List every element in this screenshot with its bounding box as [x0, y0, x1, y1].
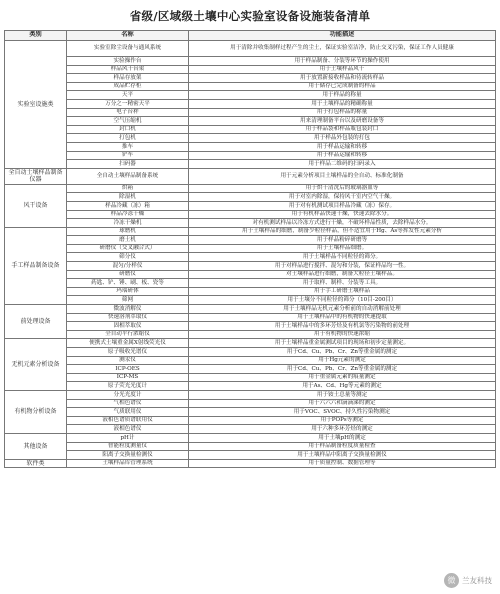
table-row — [5, 193, 496, 202]
function-desc-cell: 用于土壤样品细磨。 — [189, 244, 496, 253]
equipment-name-cell: 固相萃取仪 — [67, 322, 189, 331]
table-row — [5, 408, 496, 417]
function-desc-cell: 用于元素分析项目土壤样品的全自动、标准化制备 — [189, 168, 496, 184]
table-row — [5, 184, 496, 193]
table-row — [5, 382, 496, 391]
equipment-name-cell: 电子台秤 — [67, 108, 189, 117]
function-desc-cell: 用于样品制备、分装等环节的操作使用 — [189, 57, 496, 66]
function-desc-cell: 用于样品制备粒度质量检查 — [189, 442, 496, 451]
table-row — [5, 201, 496, 210]
function-desc-cell: 用于土壤样品的细磨，制备少粒径样品，但不适宜用于Hg、As等挥发性元素分析 — [189, 227, 496, 236]
equipment-name-cell: 实验操作台 — [67, 57, 189, 66]
equipment-name-cell: 冷冻干燥机 — [67, 219, 189, 228]
function-desc-cell: 用于有机样品快速干燥，快速去除水分。 — [189, 210, 496, 219]
equipment-name-cell: 样品风干台架 — [67, 65, 189, 74]
function-desc-cell: 用于打包样品的称量 — [189, 108, 496, 117]
table-row — [5, 416, 496, 425]
function-desc-cell: 用于放置新接收样品和待流转样品 — [189, 74, 496, 83]
table-row — [5, 348, 496, 357]
table-row — [5, 244, 496, 253]
function-desc-cell: 用于土壤样品重金属测试项目的现场和初步定量测定。 — [189, 339, 496, 348]
watermark-text: 兰友科技 — [462, 576, 492, 585]
function-desc-cell: 用于POPs等测定 — [189, 416, 496, 425]
table-row — [5, 57, 496, 66]
table-row — [5, 296, 496, 305]
equipment-name-cell: 玛瑙研体 — [67, 287, 189, 296]
equipment-name-cell: 阳离子交换量检测仪 — [67, 451, 189, 460]
equipment-name-cell: 万分之一精密天平 — [67, 99, 189, 108]
table-row — [5, 279, 496, 288]
table-row — [5, 74, 496, 83]
category-cell: 风干设备 — [5, 184, 67, 227]
equipment-name-cell: 研磨仪（交叉融合式） — [67, 244, 189, 253]
function-desc-cell: 用于土壤样品不同粒径的筛分。 — [189, 253, 496, 262]
function-desc-cell: 用于对有机测试项目样品冷藏（冻）保存。 — [189, 201, 496, 210]
equipment-name-cell: 除湿机 — [67, 193, 189, 202]
table-row — [5, 134, 496, 143]
function-desc-cell: 用于有机物的快速浓缩 — [189, 330, 496, 339]
equipment-name-cell: 封口机 — [67, 125, 189, 134]
table-row — [5, 356, 496, 365]
table-header-row — [5, 31, 496, 41]
function-desc-cell: 用于清除并收集制样过程产生的尘土，保证实验室洁净，防止交叉污染，保证工作人员健康 — [189, 41, 496, 57]
category-cell: 实验室设施类 — [5, 41, 67, 169]
table-row — [5, 219, 496, 228]
equipment-name-cell: 液相色谱质谱联用仪 — [67, 416, 189, 425]
table-row — [5, 322, 496, 331]
watermark — [444, 573, 492, 588]
category-cell: 前处理设备 — [5, 305, 67, 339]
function-desc-cell: 用于As、Cd、Hg等元素的测定 — [189, 382, 496, 391]
equipment-name-cell: 分光光度计 — [67, 390, 189, 399]
table-row — [5, 365, 496, 374]
table-row — [5, 160, 496, 169]
equipment-name-cell: 药匙、铲、锤、刷、板、瓷等 — [67, 279, 189, 288]
function-desc-cell: 对土壤样品进行细磨，制备大粒径土壤样品。 — [189, 270, 496, 279]
table-row — [5, 151, 496, 160]
function-desc-cell: 用于Cd、Cu、Pb、Cr、Zn等重金属的测定 — [189, 348, 496, 357]
equipment-name-cell: 原子吸收光谱仪 — [67, 348, 189, 357]
table-row — [5, 451, 496, 460]
function-desc-cell: 用于质量控制、数据管理等 — [189, 459, 496, 468]
table-row — [5, 390, 496, 399]
equipment-name-cell: 原子荧光光度计 — [67, 382, 189, 391]
function-desc-cell: 用于样品袋和样品瓶包装封口 — [189, 125, 496, 134]
function-desc-cell: 用于对样品进行搅拌、混匀和分装，保证样品均一性。 — [189, 262, 496, 271]
table-row — [5, 330, 496, 339]
equipment-name-cell: 铲车 — [67, 151, 189, 160]
function-desc-cell: 用于手工研磨土壤样品 — [189, 287, 496, 296]
equipment-name-cell: 推车 — [67, 142, 189, 151]
function-desc-cell: 用于重金属元素的痕量测定 — [189, 373, 496, 382]
category-cell: 其他设备 — [5, 433, 67, 459]
equipment-name-cell: 快速溶剂萃取仪 — [67, 313, 189, 322]
equipment-name-cell: 便携式土壤重金属X射线荧光仪 — [67, 339, 189, 348]
table-row — [5, 339, 496, 348]
equipment-table — [4, 30, 496, 468]
header-category: 类别 — [5, 31, 67, 41]
table-row — [5, 108, 496, 117]
table-row — [5, 433, 496, 442]
equipment-name-cell: 测汞仪 — [67, 356, 189, 365]
equipment-name-cell: 样品冷藏（冻）箱 — [67, 201, 189, 210]
function-desc-cell: 用于VOC、SVOC、持久性污染物测定 — [189, 408, 496, 417]
equipment-name-cell: ICP-MS — [67, 373, 189, 382]
table-row — [5, 125, 496, 134]
table-row — [5, 117, 496, 126]
table-row — [5, 236, 496, 245]
category-cell: 手工样品制备设备 — [5, 227, 67, 304]
table-row — [5, 99, 496, 108]
table-row — [5, 142, 496, 151]
equipment-name-cell: 球磨机 — [67, 227, 189, 236]
equipment-name-cell: 空气压缩机 — [67, 117, 189, 126]
equipment-name-cell: 微波消解仪 — [67, 305, 189, 314]
equipment-name-cell: 研磨仪 — [67, 270, 189, 279]
function-desc-cell: 用于铵土总量等测定 — [189, 390, 496, 399]
equipment-name-cell: 气质联用仪 — [67, 408, 189, 417]
equipment-name-cell: 烘箱 — [67, 184, 189, 193]
function-desc-cell: 用于样品的称量 — [189, 91, 496, 100]
table-row — [5, 287, 496, 296]
equipment-name-cell: 土壤样品库管理系统 — [67, 459, 189, 468]
table-row — [5, 459, 496, 468]
function-desc-cell: 用于土壤分不同粒径的筛分（10目-200目） — [189, 296, 496, 305]
function-desc-cell: 用于储存已完成制备的样品 — [189, 82, 496, 91]
equipment-name-cell: 液相色谱仪 — [67, 425, 189, 434]
function-desc-cell: 用于对室内除湿，保持风干室内空气干燥。 — [189, 193, 496, 202]
header-desc: 功能描述 — [189, 31, 496, 41]
equipment-name-cell: 样品冷冻干燥 — [67, 210, 189, 219]
wechat-icon: 微 — [444, 573, 459, 588]
equipment-name-cell: ICP-OES — [67, 365, 189, 374]
function-desc-cell: 用于土壤样品风干 — [189, 65, 496, 74]
function-desc-cell: 用于土壤样品的精确称量 — [189, 99, 496, 108]
table-row — [5, 442, 496, 451]
function-desc-cell: 对有机测试样品以冷冻方式进行干燥，不破坏样品性质，去除样品水分。 — [189, 219, 496, 228]
equipment-name-cell: 打包机 — [67, 134, 189, 143]
equipment-name-cell: 智能粒度测量仪 — [67, 442, 189, 451]
function-desc-cell: 用于六六六和滴滴涕的测定 — [189, 399, 496, 408]
function-desc-cell: 用于六种多环芳烃的测定 — [189, 425, 496, 434]
table-row — [5, 270, 496, 279]
function-desc-cell: 用于土壤样品中的有机物的快速提取 — [189, 313, 496, 322]
table-body — [5, 41, 496, 468]
equipment-name-cell: 全自动平行浓缩仪 — [67, 330, 189, 339]
equipment-name-cell: 混匀/分样仪 — [67, 262, 189, 271]
category-cell: 全自动土壤样品制备仪器 — [5, 168, 67, 184]
table-row — [5, 82, 496, 91]
function-desc-cell: 用于土壤样品无机元素分析前的自动消解前处理 — [189, 305, 496, 314]
table-row — [5, 305, 496, 314]
equipment-name-cell: 天平 — [67, 91, 189, 100]
table-row — [5, 41, 496, 57]
table-row — [5, 65, 496, 74]
table-row — [5, 253, 496, 262]
table-row — [5, 168, 496, 184]
table-row — [5, 210, 496, 219]
equipment-name-cell: 样品存放架 — [67, 74, 189, 83]
equipment-name-cell: 筛网 — [67, 296, 189, 305]
function-desc-cell: 用于土壤pH的测定 — [189, 433, 496, 442]
table-row — [5, 313, 496, 322]
function-desc-cell: 用于样品二维码的扫码录入 — [189, 160, 496, 169]
function-desc-cell: 用于土壤样品中的多环芳烃及有机氯等污染物的前处理 — [189, 322, 496, 331]
table-row — [5, 425, 496, 434]
function-desc-cell: 用于样品外包装的打包 — [189, 134, 496, 143]
equipment-name-cell: 磨土机 — [67, 236, 189, 245]
category-cell: 有机物分析设备 — [5, 390, 67, 433]
table-row — [5, 91, 496, 100]
equipment-name-cell: 实验室除尘设备与通风系统 — [67, 41, 189, 57]
header-name: 名称 — [67, 31, 189, 41]
category-cell: 无机元素分析设备 — [5, 339, 67, 391]
table-row — [5, 262, 496, 271]
table-row — [5, 227, 496, 236]
equipment-name-cell: 扫码器 — [67, 160, 189, 169]
function-desc-cell: 用于样品粉碎研磨等 — [189, 236, 496, 245]
function-desc-cell: 用于Cd、Cu、Pb、Cr、Zn等重金属的测定 — [189, 365, 496, 374]
function-desc-cell: 用于样品运输和转移 — [189, 142, 496, 151]
table-row — [5, 373, 496, 382]
equipment-name-cell: 筛分仪 — [67, 253, 189, 262]
function-desc-cell: 用于取样、制样、分装等工具。 — [189, 279, 496, 288]
function-desc-cell: 用来清理制备平台以及研磨设备等 — [189, 117, 496, 126]
equipment-name-cell: 气相色谱仪 — [67, 399, 189, 408]
equipment-name-cell: pH计 — [67, 433, 189, 442]
page-title: 省级/区域级土壤中心实验室设备设施装备清单 — [129, 9, 371, 23]
category-cell: 软件类 — [5, 459, 67, 468]
function-desc-cell: 用于样品运输和转移 — [189, 151, 496, 160]
function-desc-cell: 用于土壤样品中阳离子交换量检测仪 — [189, 451, 496, 460]
equipment-name-cell: 成品贮存柜 — [67, 82, 189, 91]
equipment-name-cell: 全自动土壤样品制备系统 — [67, 168, 189, 184]
table-row — [5, 399, 496, 408]
function-desc-cell: 用于烘干清洗后的玻璃器皿等 — [189, 184, 496, 193]
function-desc-cell: 用于Hg元素的测定 — [189, 356, 496, 365]
